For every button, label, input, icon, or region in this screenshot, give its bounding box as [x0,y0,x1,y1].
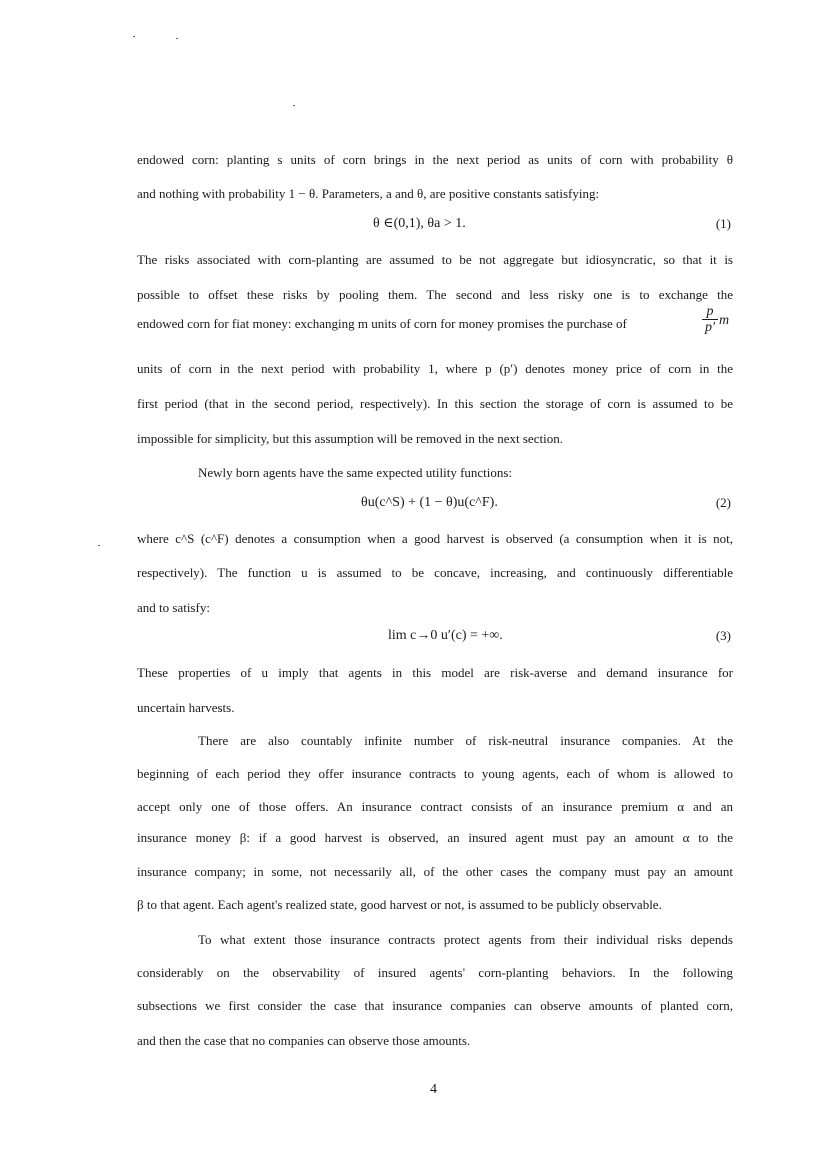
text-line: The risks associated with corn-planting are assumed to be not aggregate but idiosyncratic, so that it is [137,252,733,267]
text-line: beginning of each period they offer insurance contracts to young agents, each of whom is allowed to [137,766,733,781]
text-line: considerably on the observability of insured agents' corn-planting behaviors. In the following [137,965,733,980]
text-line: units of corn in the next period with probability 1, where p (p′) denotes money price of corn in the [137,361,733,376]
fraction-numerator: p [702,304,718,320]
scan-speck [293,105,295,106]
text-line: insurance company; in some, not necessarily all, of the other cases the company must pay an amount [137,864,733,879]
text-line: and then the case that no companies can observe those amounts. [137,1033,471,1048]
equation-2: θu(c^S) + (1 − θ)u(c^F). [361,495,498,510]
fraction [702,304,718,335]
scan-speck [98,545,100,546]
fraction-denominator: p′ [704,320,716,335]
text-line: and to satisfy: [137,600,210,615]
text-line: endowed corn: planting s units of corn brings in the next period as units of corn with probability θ [137,152,733,167]
text-line: accept only one of those offers. An insurance contract consists of an insurance premium α and an [137,799,733,814]
text-line: subsections we first consider the case that insurance companies can observe amounts of planted corn, [137,998,733,1013]
equation-3: lim c→0 u′(c) = +∞. [388,628,503,643]
page-number: 4 [430,1082,437,1097]
equation-number-3: (3) [715,628,731,643]
scan-speck [133,36,135,37]
equation-number-1: (1) [715,216,731,231]
equation-number-2: (2) [715,495,731,510]
text-line: β to that agent. Each agent's realized state, good harvest or not, is assumed to be publicly observable. [137,897,662,912]
text-line: and nothing with probability 1 − θ. Parameters, a and θ, are positive constants satisfying: [137,186,600,201]
text-line: insurance money β: if a good harvest is observed, an insured agent must pay an amount α to the [137,830,733,845]
equation-1: θ ∈(0,1), θa > 1. [373,216,466,231]
text-line: uncertain harvests. [137,700,235,715]
text-line: endowed corn for fiat money: exchanging m units of corn for money promises the purchase of [137,316,627,331]
text-line: To what extent those insurance contracts protect agents from their individual risks depends [198,932,733,947]
text-line: Newly born agents have the same expected utility functions: [198,465,513,480]
text-line: where c^S (c^F) denotes a consumption when a good harvest is observed (a consumption when it is not, [137,531,733,546]
text-line: possible to offset these risks by pooling them. The second and less risky one is to exchange the [137,287,733,302]
fraction-suffix: m [719,313,730,328]
text-line: respectively). The function u is assumed to be concave, increasing, and continuously differentiable [137,565,733,580]
text-line: These properties of u imply that agents in this model are risk-averse and demand insurance for [137,665,733,680]
text-line: impossible for simplicity, but this assumption will be removed in the next section. [137,431,563,446]
text-line: first period (that in the second period, respectively). In this section the storage of corn is assumed to be [137,396,733,411]
scan-speck [176,38,178,39]
text-line: There are also countably infinite number of risk-neutral insurance companies. At the [198,733,733,748]
